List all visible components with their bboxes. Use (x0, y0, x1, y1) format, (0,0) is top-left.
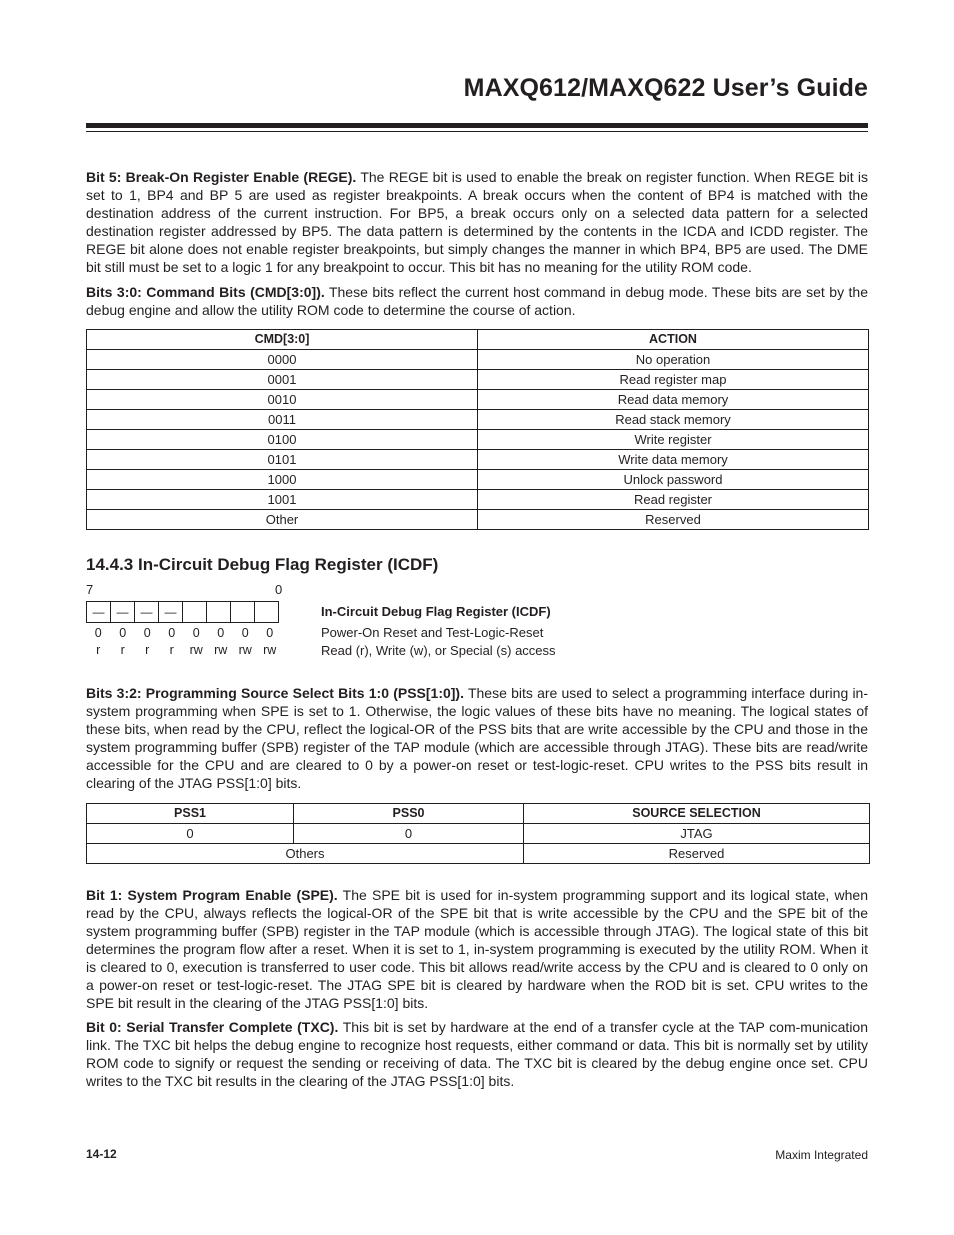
reset-value: 0 (94, 626, 102, 640)
table-cell: 1001 (87, 490, 478, 510)
header-rule-thin (86, 131, 868, 132)
table-cell: 0000 (87, 350, 478, 370)
register-access-types (86, 643, 282, 657)
table-cell: 0010 (87, 390, 478, 410)
bit-box: — (158, 601, 183, 623)
table-row (87, 844, 870, 864)
table-cell: JTAG (524, 824, 870, 844)
table-header-row (87, 330, 869, 350)
bit-box (230, 601, 255, 623)
table-cell: 0 (294, 824, 524, 844)
table-cell: 0101 (87, 450, 478, 470)
reset-value: 0 (168, 626, 176, 640)
section-heading: 14.4.3 In-Circuit Debug Flag Register (ICDF) (86, 555, 439, 574)
table-row (87, 410, 869, 430)
paragraph-txc (86, 1018, 868, 1090)
bit-box (254, 601, 279, 623)
paragraph-text: These bits are used to select a programming interface during in-system programming when SPE is set to 1. Otherwise, the logic values of these bits have no meaning. The logical states of these bits, when read by the CPU, reflect the logical-OR of the PSS bits that are write accessible by the CPU and those in the system programming buffer (SPB) register of the TAP module (which are accessible through JTAG). These bits are read/write accessible for the CPU and are cleared to 0 by a power-on reset or test-logic-reset. CPU writes to the PSS bits result in clearing of the JTAG PSS[1:0] bits. (86, 685, 868, 791)
register-reset-description: Power-On Reset and Test-Logic-Reset (321, 625, 544, 640)
table-cell: Reserved (524, 844, 870, 864)
column-header: ACTION (478, 330, 869, 350)
cmd-table (86, 329, 869, 530)
table-cell: Read stack memory (478, 410, 869, 430)
reset-value: 0 (119, 626, 127, 640)
paragraph-lead: Bit 1: System Program Enable (SPE). (86, 887, 338, 903)
table-row (87, 430, 869, 450)
table-cell: Read register map (478, 370, 869, 390)
page-title: MAXQ612/MAXQ622 User’s Guide (463, 74, 868, 102)
reset-value: 0 (241, 626, 249, 640)
paragraph-rege (86, 168, 868, 276)
table-cell: Read register (478, 490, 869, 510)
table-cell: 0 (87, 824, 294, 844)
header-rule-thick (86, 123, 868, 128)
register-bit-boxes (86, 601, 278, 623)
bit-box: — (134, 601, 159, 623)
table-cell: Other (87, 510, 478, 530)
footer-company: Maxim Integrated (775, 1148, 868, 1162)
access-type: r (145, 643, 150, 657)
table-row (87, 824, 870, 844)
access-type: r (120, 643, 125, 657)
column-header: CMD[3:0] (87, 330, 478, 350)
reset-value: 0 (192, 626, 200, 640)
table-row (87, 350, 869, 370)
table-cell: Write data memory (478, 450, 869, 470)
table-row (87, 370, 869, 390)
table-cell: 0011 (87, 410, 478, 430)
page-number: 14-12 (86, 1147, 117, 1161)
paragraph-spe (86, 886, 868, 1012)
table-row (87, 470, 869, 490)
column-header: PSS0 (294, 804, 524, 824)
table-row (87, 390, 869, 410)
paragraph-text: These bits reflect the current host command in debug mode. These bits are set by the debug engine and allow the utility ROM code to determine the course of action. (86, 284, 868, 318)
table-row (87, 510, 869, 530)
access-type: rw (189, 643, 203, 657)
bit-box (182, 601, 207, 623)
register-access-description: Read (r), Write (w), or Special (s) access (321, 643, 556, 658)
table-row (87, 490, 869, 510)
table-header-row (87, 804, 870, 824)
bit-label-low: 0 (275, 582, 283, 597)
paragraph-lead: Bits 3:0: Command Bits (CMD[3:0]). (86, 284, 325, 300)
pss-table (86, 803, 870, 864)
access-type: rw (214, 643, 228, 657)
table-cell: 0100 (87, 430, 478, 450)
register-reset-values (86, 626, 282, 640)
column-header: SOURCE SELECTION (524, 804, 870, 824)
paragraph-text: This bit is set by hardware at the end of a transfer cycle at the TAP com-munication link. The TXC bit helps the debug engine to recognize host requests, either command or data. This bit is normally set by utility ROM code to signify or request the sending or receiving of data. The TXC bit is cleared by the debug engine once set. CPU writes to the TXC bit results in the clearing of the JTAG PSS[1:0] bits. (86, 1019, 868, 1089)
access-type: rw (238, 643, 252, 657)
table-row (87, 450, 869, 470)
table-cell: 0001 (87, 370, 478, 390)
table-cell: Others (87, 844, 524, 864)
reset-value: 0 (143, 626, 151, 640)
paragraph-lead: Bit 0: Serial Transfer Complete (TXC). (86, 1019, 339, 1035)
table-cell: Unlock password (478, 470, 869, 490)
access-type: rw (263, 643, 277, 657)
paragraph-lead: Bit 5: Break-On Register Enable (REGE). (86, 169, 357, 185)
paragraph-text: The SPE bit is used for in-system programming support and its logical state, when read by the CPU, always reflects the logical-OR of the SPE bit that is write accessible by the CPU and the SPE bit of the system programming buffer (SPB) register in the TAP module (which is accessible through JTAG). The logical state of this bit determines the program flow after a reset. When it is set to 1, in-system programming is executed by the utility ROM. When it is cleared to 0, execution is transferred to user code. This bit allows read/write access by the CPU and is cleared to 0 only on a power-on reset or test-logic-reset. The JTAG SPE bit is cleared by hardware when the ROD bit is set. CPU writes to the SPE bit result in the clearing of the JTAG PSS[1:0] bits. (86, 887, 868, 1011)
bit-label-high: 7 (86, 582, 94, 597)
table-cell: Read data memory (478, 390, 869, 410)
access-type: r (169, 643, 174, 657)
reset-value: 0 (266, 626, 274, 640)
table-cell: No operation (478, 350, 869, 370)
reset-value: 0 (217, 626, 225, 640)
register-name: In-Circuit Debug Flag Register (ICDF) (321, 604, 551, 619)
bit-box (206, 601, 231, 623)
column-header: PSS1 (87, 804, 294, 824)
bit-box: — (86, 601, 111, 623)
paragraph-cmd (86, 283, 868, 319)
paragraph-lead: Bits 3:2: Programming Source Select Bits 1:0 (PSS[1:0]). (86, 685, 464, 701)
access-type: r (96, 643, 101, 657)
table-cell: 1000 (87, 470, 478, 490)
table-cell: Write register (478, 430, 869, 450)
paragraph-text: The REGE bit is used to enable the break on register function. When REGE bit is set to 1, BP4 and BP 5 are used as register breakpoints. A break occurs when the content of BP4 is matched with the destination address of the current instruction. For BP5, a break occurs only on a selected data pattern for a selected destination register addressed by BP5. The data pattern is determined by the contents in the ICDA and ICDD register. The REGE bit alone does not enable register breakpoints, but simply changes the manner in which BP4, BP5 are used. The DME bit still must be set to a logic 1 for any breakpoint to occur. This bit has no meaning for the utility ROM code. (86, 169, 868, 275)
bit-box: — (110, 601, 135, 623)
paragraph-pss (86, 684, 868, 792)
table-cell: Reserved (478, 510, 869, 530)
